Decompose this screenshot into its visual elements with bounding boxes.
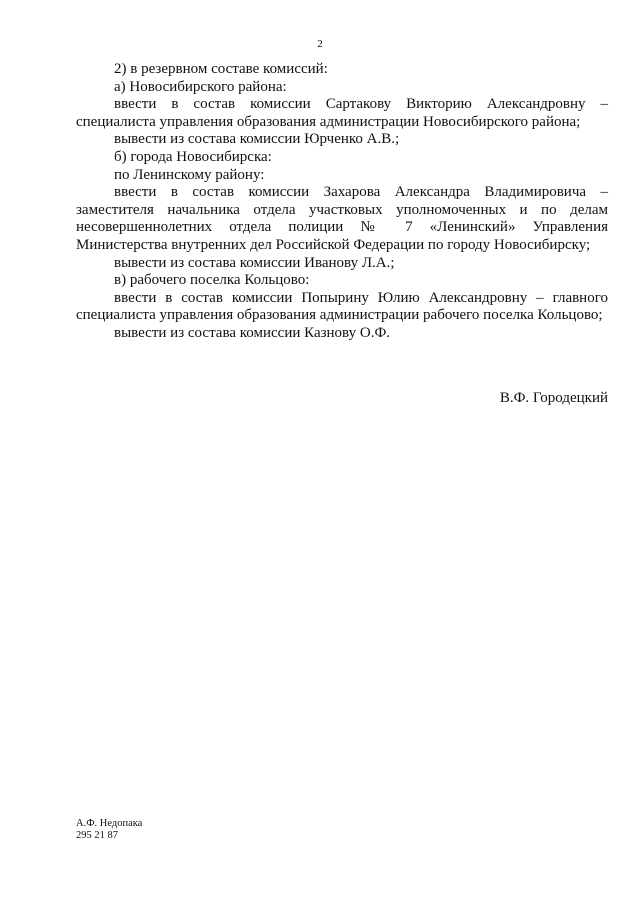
paragraph-include-sartakova: ввести в состав комиссии Сартакову Викторию Александровну – специалиста управления образования администрации Новосибирского района;: [76, 96, 608, 130]
paragraph-exclude-kaznova: вывести из состава комиссии Казнову О.Ф.: [114, 324, 391, 341]
section-heading-reserve: 2) в резервном составе комиссий:: [114, 61, 328, 77]
paragraph-exclude-ivanova: вывести из состава комиссии Иванову Л.А.;: [114, 254, 395, 271]
subsection-leninsky-district: по Ленинскому району:: [114, 166, 265, 183]
signature-name: В.Ф. Городецкий: [499, 390, 608, 406]
executor-name: А.Ф. Недопака: [76, 818, 143, 829]
paragraph-include-zakharov: ввести в состав комиссии Захарова Александра Владимировича – заместителя начальника отдела участковых уполномоченных и по делам несовершеннолетних отдела полиции № 7 «Ленинский» Управления Министерства внутренних дел Российской Федерации по городу Новосибирску;: [76, 184, 608, 253]
page-number: 2: [317, 38, 323, 50]
executor-phone: 295 21 87: [76, 830, 118, 841]
subsection-novosibirsk-district: а) Новосибирского района:: [114, 78, 287, 95]
document-body: [76, 61, 608, 343]
subsection-novosibirsk-city: б) города Новосибирска:: [114, 148, 272, 165]
paragraph-exclude-yurchenko: вывести из состава комиссии Юрченко А.В.;: [114, 131, 400, 148]
subsection-koltsovo: в) рабочего поселка Кольцово:: [114, 272, 310, 289]
executor-info: [76, 818, 142, 842]
paragraph-include-popyrina: ввести в состав комиссии Попырину Юлию Александровну – главного специалиста управления образования администрации рабочего поселка Кольцово;: [76, 289, 608, 324]
